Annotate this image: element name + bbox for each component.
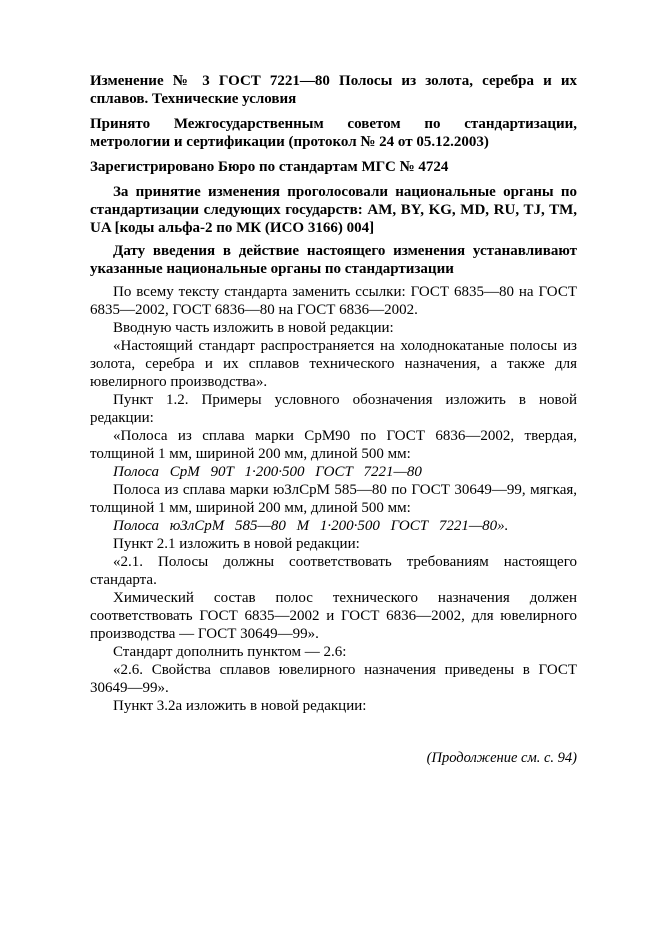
effective-date-note: Дату введения в действие настоящего изменения устанавливают указанные национальные органы по стандартизации <box>90 243 577 277</box>
body-paragraph: Пункт 1.2. Примеры условного обозначения изложить в новой редакции: <box>90 392 577 426</box>
document-body <box>90 283 577 715</box>
designation-example: Полоса СрМ 90Т 1·200·500 ГОСТ 7221—80 <box>113 464 422 480</box>
designation-example: Полоса юЗлСрМ 585—80 М 1·200·500 ГОСТ 7221—80». <box>113 518 509 534</box>
registered-note: Зарегистрировано Бюро по стандартам МГС № 4724 <box>90 159 449 175</box>
accepted-note: Принято Межгосударственным советом по стандартизации, метрологии и сертификации (протокол № 24 от 05.12.2003) <box>90 116 577 150</box>
body-paragraph: Вводную часть изложить в новой редакции: <box>113 320 394 336</box>
body-paragraph: «2.6. Свойства сплавов ювелирного назначения приведены в ГОСТ 30649—99». <box>90 662 577 696</box>
body-paragraph: Полоса из сплава марки юЗлСрМ 585—80 по ГОСТ 30649—99, мягкая, толщиной 1 мм, шириной 200 мм, длиной 500 мм: <box>90 482 577 516</box>
body-paragraph: «Полоса из сплава марки СрМ90 по ГОСТ 6836—2002, твердая, толщиной 1 мм, шириной 200 мм, длиной 500 мм: <box>90 428 577 462</box>
body-paragraph: Химический состав полос технического назначения должен соответствовать ГОСТ 6835—2002 и ГОСТ 6836—2002, для ювелирного производства — ГОСТ 30649—99». <box>90 590 577 642</box>
body-paragraph: Пункт 3.2а изложить в новой редакции: <box>113 698 367 714</box>
body-paragraph: Пункт 2.1 изложить в новой редакции: <box>113 536 360 552</box>
body-paragraph: «Настоящий стандарт распространяется на холоднокатаные полосы из золота, серебра и их сплавов технического назначения, а также для ювелирного производства». <box>90 338 577 390</box>
body-paragraph: По всему тексту стандарта заменить ссылки: ГОСТ 6835—80 на ГОСТ 6835—2002, ГОСТ 6836—80 на ГОСТ 6836—2002. <box>90 284 577 318</box>
continuation-note: (Продолжение см. с. 94) <box>426 750 577 766</box>
body-paragraph: «2.1. Полосы должны соответствовать требованиям настоящего стандарта. <box>90 554 577 588</box>
voting-note: За принятие изменения проголосовали национальные органы по стандартизации следующих государств: AM, BY, KG, MD, RU, TJ, TM, UA [коды альфа-2 по МК (ИСО 3166) 004] <box>90 184 577 236</box>
document-title: Изменение № 3 ГОСТ 7221—80 Полосы из золота, серебра и их сплавов. Технические условия <box>90 73 577 107</box>
body-paragraph: Стандарт дополнить пунктом — 2.6: <box>113 644 347 660</box>
